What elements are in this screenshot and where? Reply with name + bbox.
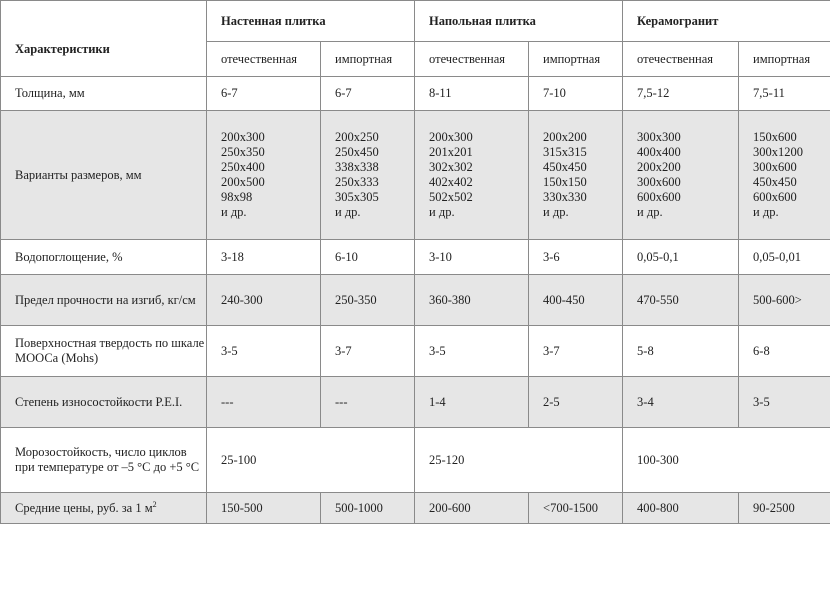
- table-row: [1, 326, 830, 377]
- table-cell: 3-10: [415, 240, 529, 275]
- header-sub-imported: импортная: [739, 42, 830, 77]
- table-cell: 3-18: [207, 240, 321, 275]
- table-cell: 200-600: [415, 493, 529, 524]
- table-cell: 250-350: [321, 275, 415, 326]
- table-cell: 360-380: [415, 275, 529, 326]
- header-group-floor-tile: Напольная плитка: [415, 1, 623, 42]
- table-cell: 470-550: [623, 275, 739, 326]
- table-cell: 25-120: [415, 428, 623, 493]
- table-cell: 3-6: [529, 240, 623, 275]
- superscript-exponent: 2: [152, 499, 157, 509]
- table-cell: 500-600>: [739, 275, 830, 326]
- row-label: Поверхностная твердость по шкале МООСа (Mohs): [1, 326, 207, 377]
- table-cell: 150-500: [207, 493, 321, 524]
- header-row-groups: [1, 1, 830, 42]
- table-row: [1, 275, 830, 326]
- header-group-porcelain: Керамогранит: [623, 1, 830, 42]
- table-cell: 200x250 250x450 338x338 250x333 305x305 и др.: [321, 111, 415, 240]
- table-cell: 0,05-0,1: [623, 240, 739, 275]
- header-group-wall-tile: Настенная плитка: [207, 1, 415, 42]
- table-cell: 7-10: [529, 77, 623, 111]
- table-cell: 5-8: [623, 326, 739, 377]
- table-cell: 400-450: [529, 275, 623, 326]
- table-cell: 300x300 400x400 200x200 300x600 600x600 и др.: [623, 111, 739, 240]
- table-cell: 100-300: [623, 428, 830, 493]
- table-cell: 200x300 250x350 250x400 200x500 98x98 и др.: [207, 111, 321, 240]
- header-sub-imported: импортная: [321, 42, 415, 77]
- table-cell: 6-10: [321, 240, 415, 275]
- table-row: [1, 377, 830, 428]
- table-cell: 6-7: [321, 77, 415, 111]
- row-label: Морозостойкость, число циклов при температуре от –5 °С до +5 °С: [1, 428, 207, 493]
- table-cell: 3-5: [415, 326, 529, 377]
- row-label: Предел прочности на изгиб, кг/см: [1, 275, 207, 326]
- table-cell: 400-800: [623, 493, 739, 524]
- table-cell: 3-5: [207, 326, 321, 377]
- table-cell: 200x300 201x201 302x302 402x402 502x502 и др.: [415, 111, 529, 240]
- table-row: [1, 428, 830, 493]
- row-label: Водопоглощение, %: [1, 240, 207, 275]
- table-cell: 3-5: [739, 377, 830, 428]
- table-cell: 3-7: [321, 326, 415, 377]
- table-cell: 200x200 315x315 450x450 150x150 330x330 и др.: [529, 111, 623, 240]
- row-label-text: Средние цены, руб. за 1 м: [15, 500, 153, 515]
- table-cell: ---: [207, 377, 321, 428]
- row-label: Варианты размеров, мм: [1, 111, 207, 240]
- table-cell: <700-1500: [529, 493, 623, 524]
- table-cell: 7,5-12: [623, 77, 739, 111]
- table-cell: 240-300: [207, 275, 321, 326]
- table-cell: 90-2500: [739, 493, 830, 524]
- table-row: [1, 77, 830, 111]
- table-cell: 3-4: [623, 377, 739, 428]
- row-label: Толщина, мм: [1, 77, 207, 111]
- table-cell: 0,05-0,01: [739, 240, 830, 275]
- table-cell: 25-100: [207, 428, 415, 493]
- table-cell: 500-1000: [321, 493, 415, 524]
- table-cell: 1-4: [415, 377, 529, 428]
- header-sub-imported: импортная: [529, 42, 623, 77]
- table-cell: 6-7: [207, 77, 321, 111]
- table-row: [1, 493, 830, 524]
- table-cell: 7,5-11: [739, 77, 830, 111]
- header-sub-domestic: отечественная: [415, 42, 529, 77]
- row-label: Степень износостойкости P.E.I.: [1, 377, 207, 428]
- table-cell: ---: [321, 377, 415, 428]
- header-sub-domestic: отечественная: [207, 42, 321, 77]
- table-cell: 8-11: [415, 77, 529, 111]
- table-cell: 6-8: [739, 326, 830, 377]
- table-row: [1, 111, 830, 240]
- header-characteristics: Характеристики: [1, 1, 207, 77]
- table-cell: 150x600 300x1200 300x600 450x450 600x600 и др.: [739, 111, 830, 240]
- row-label: [1, 493, 207, 524]
- header-sub-domestic: отечественная: [623, 42, 739, 77]
- table-cell: 3-7: [529, 326, 623, 377]
- table-cell: 2-5: [529, 377, 623, 428]
- table-row: [1, 240, 830, 275]
